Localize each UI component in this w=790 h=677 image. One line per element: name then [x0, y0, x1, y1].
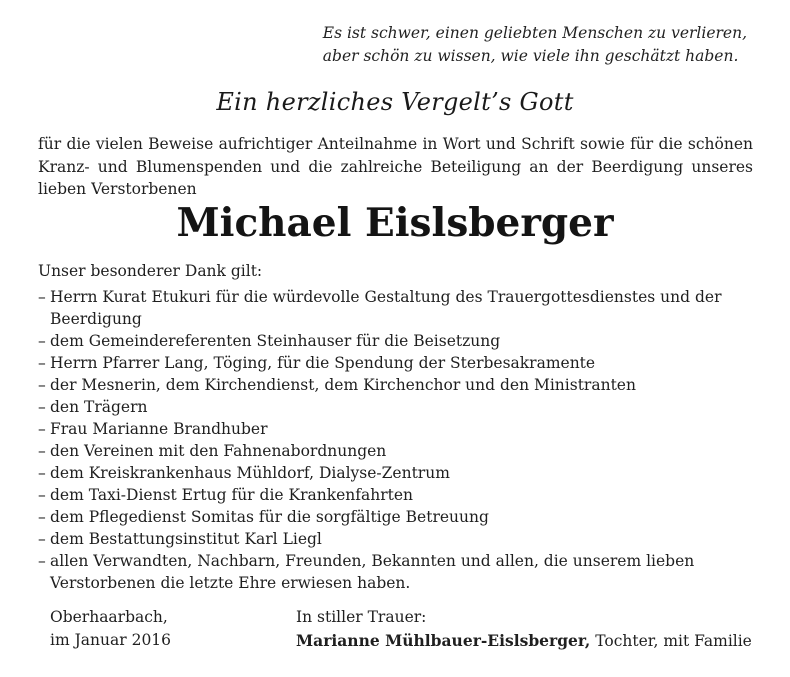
dash-bullet: –: [38, 376, 46, 394]
thanks-item: [38, 550, 768, 594]
thanks-item: [38, 528, 768, 550]
thanks-item-text: dem Gemeindereferenten Steinhauser für die Beisetzung: [50, 332, 501, 350]
place: Oberhaarbach,: [50, 608, 168, 626]
dash-bullet: –: [38, 398, 46, 416]
dash-bullet: –: [38, 442, 46, 460]
thanks-item: [38, 462, 768, 484]
thanks-item: [38, 396, 768, 418]
thanks-heading: Ein herzliches Vergelt’s Gott: [216, 88, 574, 116]
dash-bullet: –: [38, 552, 46, 570]
thanks-item-text: Frau Marianne Brandhuber: [50, 420, 268, 438]
thanks-item: [38, 440, 768, 462]
dash-bullet: –: [38, 288, 46, 306]
motto-line-1: Es ist schwer, einen geliebten Menschen zu verlieren,: [322, 24, 747, 42]
mourner-relation: Tochter, mit Familie: [590, 632, 752, 650]
thanks-item: [38, 330, 768, 352]
dash-bullet: –: [38, 332, 46, 350]
thanks-item: [38, 286, 768, 330]
thanks-item: [38, 418, 768, 440]
motto-quote: [323, 22, 747, 68]
mourners-block: [296, 606, 752, 653]
thanks-item-text: Herrn Kurat Etukuri für die würdevolle Gestaltung des Trauergottesdienstes und der Beerdigung: [50, 288, 722, 328]
thanks-item-text: dem Pflegedienst Somitas für die sorgfältige Betreuung: [50, 508, 489, 526]
intro-paragraph: für die vielen Beweise aufrichtiger Anteilnahme in Wort und Schrift sowie für die schönen Kranz- und Blumenspenden und die zahlreiche Beteiligung an der Beerdigung unseres lieben Verstorbenen: [38, 135, 753, 198]
mourning-label: In stiller Trauer:: [296, 608, 427, 626]
thanks-item: [38, 506, 768, 528]
thanks-item-text: Herrn Pfarrer Lang, Töging, für die Spendung der Sterbesakramente: [50, 354, 596, 372]
date: im Januar 2016: [50, 631, 172, 649]
thanks-intro: Unser besonderer Dank gilt:: [38, 262, 263, 280]
dash-bullet: –: [38, 354, 46, 372]
thanks-list: [38, 286, 768, 594]
thanks-item-text: den Vereinen mit den Fahnenabordnungen: [50, 442, 387, 460]
thanks-item: [38, 484, 768, 506]
thanks-item-text: den Trägern: [50, 398, 148, 416]
mourner-name: Marianne Mühlbauer-Eislsberger,: [296, 631, 591, 650]
thanks-item-text: der Mesnerin, dem Kirchendienst, dem Kirchenchor und den Ministranten: [50, 376, 636, 394]
dash-bullet: –: [38, 464, 46, 482]
deceased-name: Michael Eislsberger: [176, 200, 614, 246]
place-date: [50, 606, 171, 652]
dash-bullet: –: [38, 530, 46, 548]
thanks-item: [38, 374, 768, 396]
dash-bullet: –: [38, 420, 46, 438]
thanks-item-text: dem Taxi-Dienst Ertug für die Krankenfahrten: [50, 486, 414, 504]
dash-bullet: –: [38, 486, 46, 504]
thanks-item-text: allen Verwandten, Nachbarn, Freunden, Bekannten und allen, die unserem lieben Verstorbenen die letzte Ehre erwiesen haben.: [50, 552, 695, 592]
thanks-item: [38, 352, 768, 374]
mourner-line: [296, 629, 752, 653]
thanks-item-text: dem Kreiskrankenhaus Mühldorf, Dialyse-Zentrum: [50, 464, 450, 482]
thanks-item-text: dem Bestattungsinstitut Karl Liegl: [50, 530, 322, 548]
dash-bullet: –: [38, 508, 46, 526]
motto-line-2: aber schön zu wissen, wie viele ihn geschätzt haben.: [322, 47, 739, 65]
